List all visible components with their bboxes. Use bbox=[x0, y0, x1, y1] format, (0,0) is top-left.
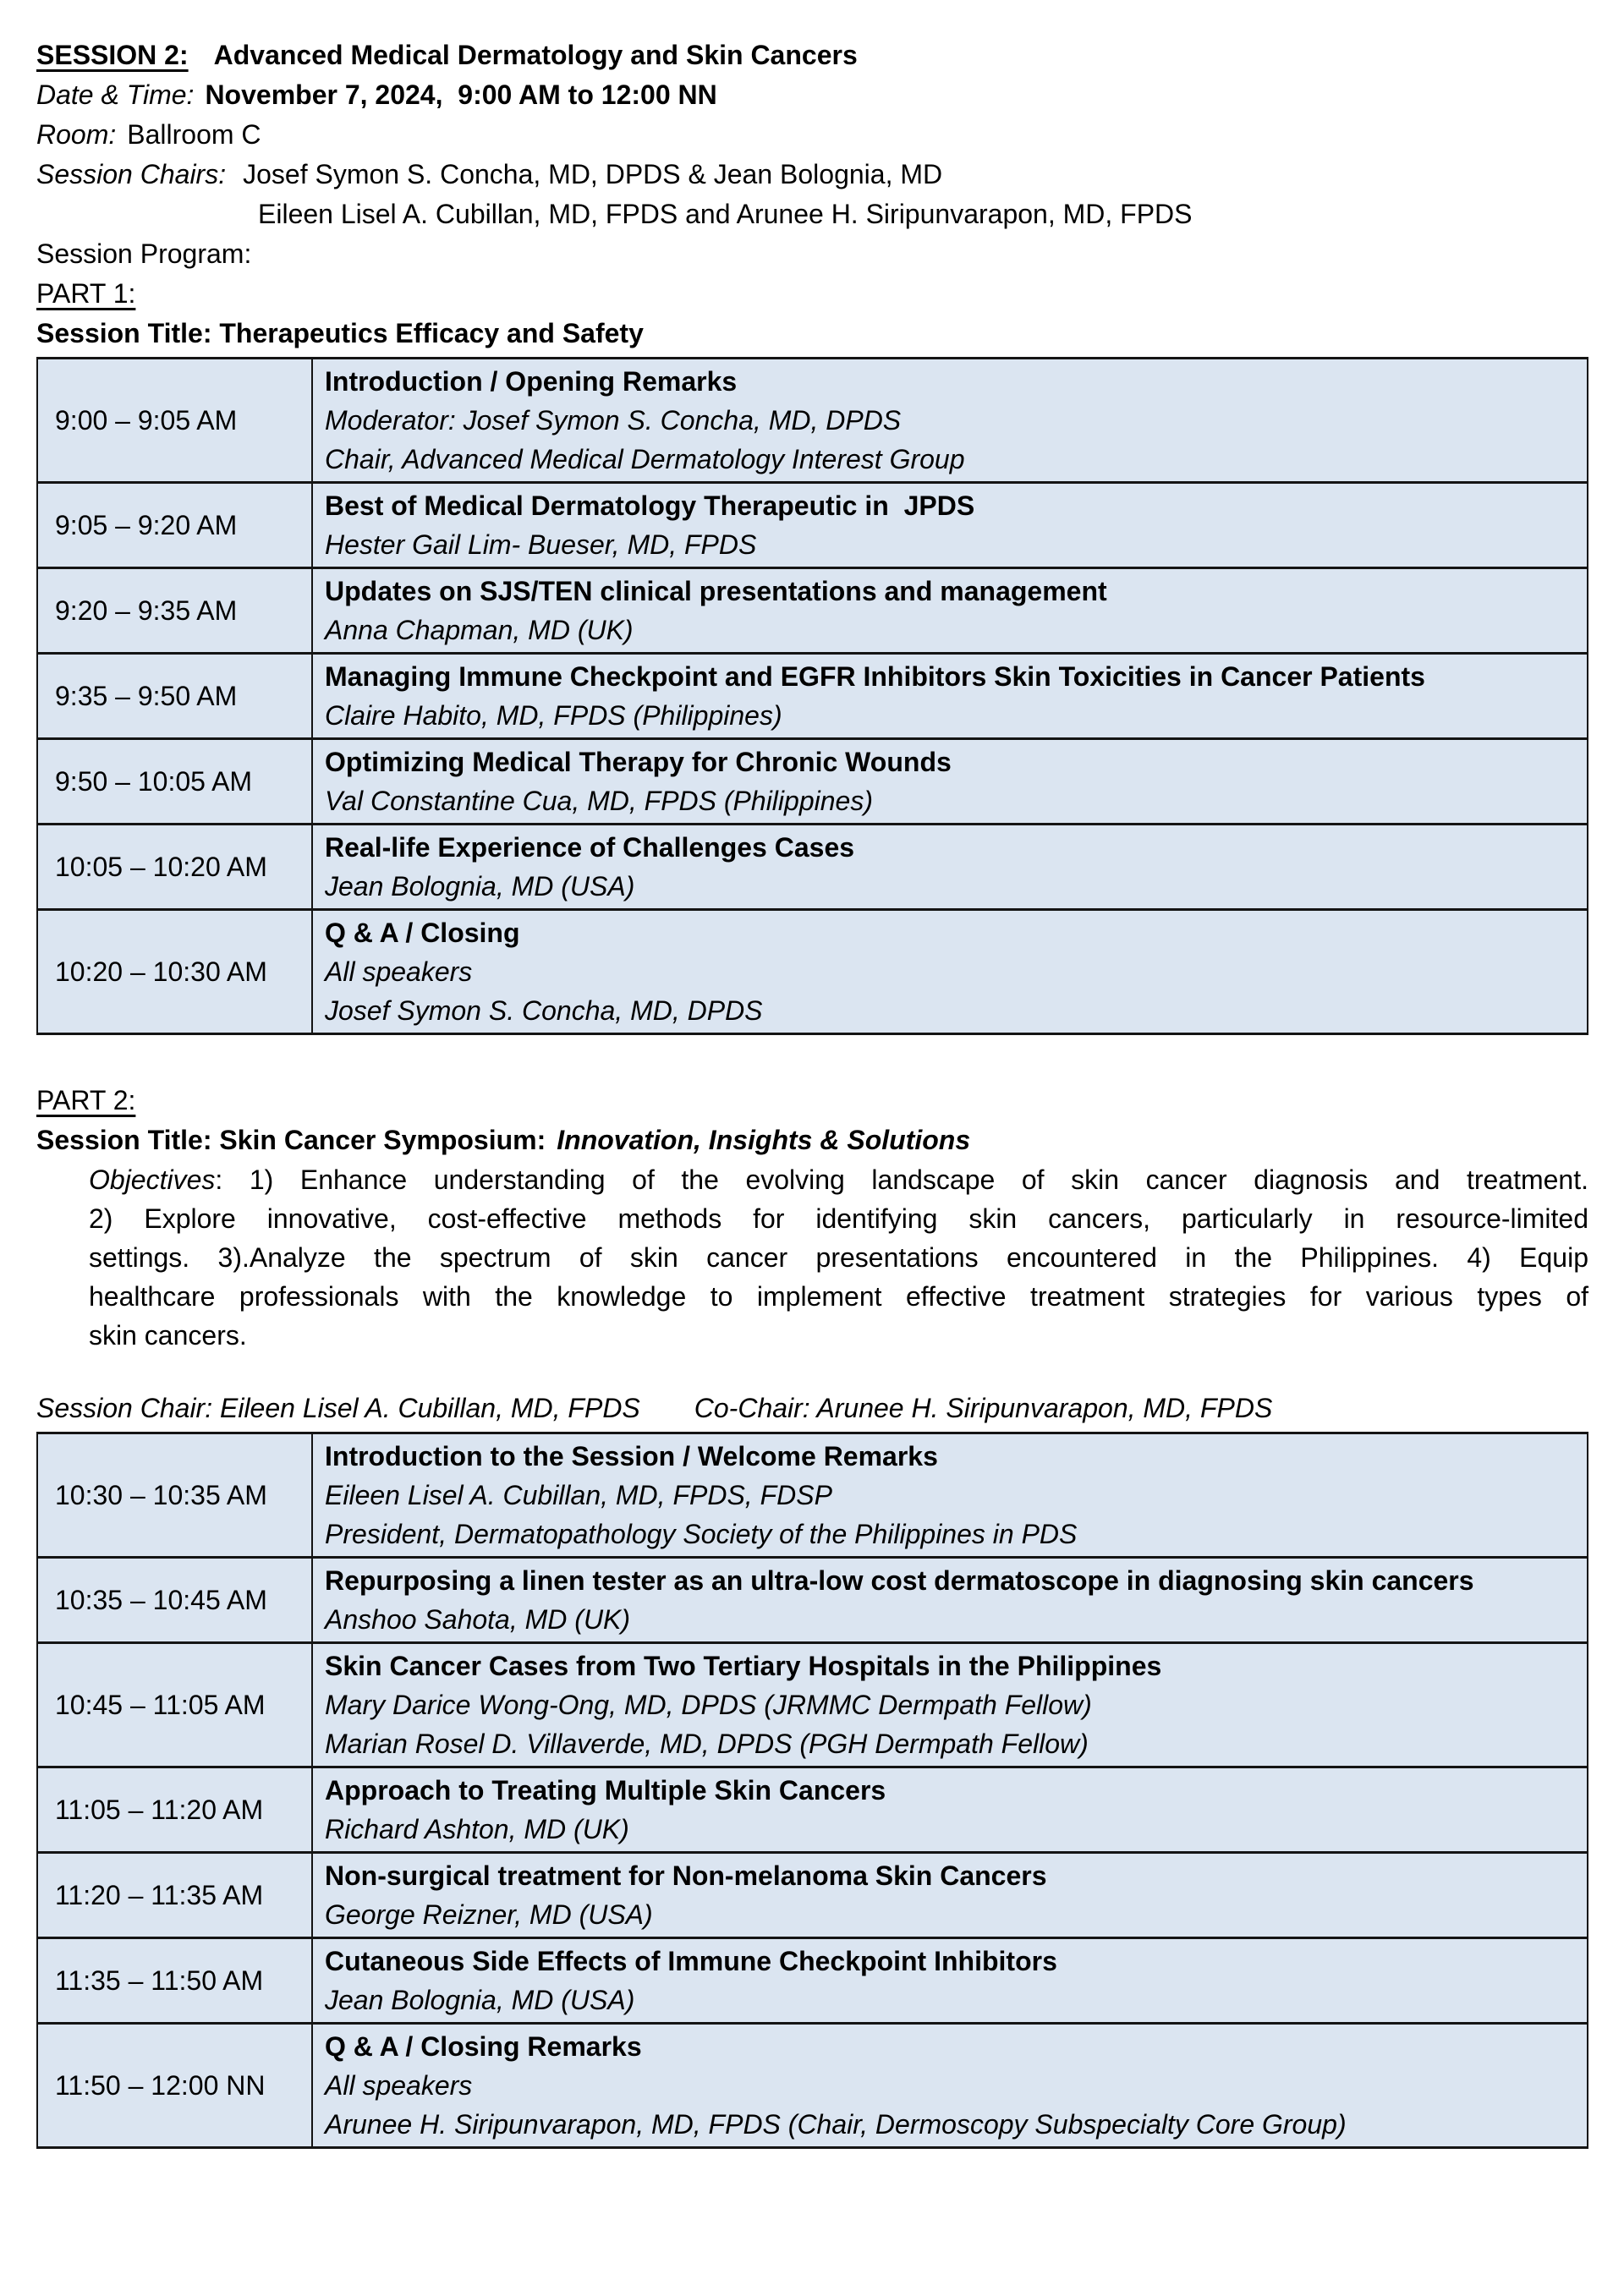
topic-cell bbox=[312, 568, 1588, 654]
topic-cell bbox=[312, 1558, 1588, 1643]
part2-chairs-line bbox=[36, 1389, 1588, 1428]
topic-title: Repurposing a linen tester as an ultra-low cost dermatoscope in diagnosing skin cancers bbox=[325, 1565, 1474, 1596]
topic-title: Managing Immune Checkpoint and EGFR Inhibitors Skin Toxicities in Cancer Patients bbox=[325, 661, 1425, 692]
topic-cell bbox=[312, 1767, 1588, 1853]
time-cell: 10:30 – 10:35 AM bbox=[37, 1433, 312, 1558]
topic-title: Approach to Treating Multiple Skin Cancers bbox=[325, 1775, 886, 1806]
objectives-line: Objectives: 1) Enhance understanding of the evolving landscape of skin cancer diagnosis and treatment. bbox=[89, 1164, 1588, 1195]
time-cell: 9:20 – 9:35 AM bbox=[37, 568, 312, 654]
time-cell: 9:05 – 9:20 AM bbox=[37, 483, 312, 568]
room-label: Room: bbox=[36, 119, 117, 150]
time-cell: 9:00 – 9:05 AM bbox=[37, 359, 312, 483]
schedule-table-part2 bbox=[36, 1432, 1588, 2149]
topic-cell bbox=[312, 1938, 1588, 2024]
speaker-line: Marian Rosel D. Villaverde, MD, DPDS (PGH Dermpath Fellow) bbox=[325, 1729, 1089, 1759]
speaker-line: Hester Gail Lim- Bueser, MD, FPDS bbox=[325, 529, 757, 560]
speaker-line: Jean Bolognia, MD (USA) bbox=[325, 1985, 635, 2015]
table-row bbox=[37, 910, 1588, 1034]
topic-cell bbox=[312, 910, 1588, 1034]
topic-title: Skin Cancer Cases from Two Tertiary Hospitals in the Philippines bbox=[325, 1651, 1162, 1681]
chairs-names-2: Eileen Lisel A. Cubillan, MD, FPDS and Arunee H. Siripunvarapon, MD, FPDS bbox=[258, 199, 1193, 229]
speaker-line: President, Dermatopathology Society of the Philippines in PDS bbox=[325, 1519, 1078, 1549]
table-row bbox=[37, 568, 1588, 654]
topic-cell bbox=[312, 1433, 1588, 1558]
time-cell: 11:20 – 11:35 AM bbox=[37, 1853, 312, 1938]
speaker-line: Eileen Lisel A. Cubillan, MD, FPDS, FDSP bbox=[325, 1480, 832, 1510]
time-cell: 10:05 – 10:20 AM bbox=[37, 825, 312, 910]
part2-session-title: Session Title: Skin Cancer Symposium: Innovation, Insights & Solutions bbox=[36, 1125, 971, 1155]
part2-session-chair: Session Chair: Eileen Lisel A. Cubillan, MD, FPDS bbox=[36, 1393, 640, 1423]
time-cell: 9:35 – 9:50 AM bbox=[37, 654, 312, 739]
topic-cell bbox=[312, 1853, 1588, 1938]
speaker-line: Mary Darice Wong-Ong, MD, DPDS (JRMMC Dermpath Fellow) bbox=[325, 1690, 1092, 1720]
speaker-line: Val Constantine Cua, MD, FPDS (Philippines) bbox=[325, 786, 873, 816]
topic-title: Best of Medical Dermatology Therapeutic in JPDS bbox=[325, 490, 975, 521]
table-row bbox=[37, 739, 1588, 825]
topic-cell bbox=[312, 359, 1588, 483]
topic-cell bbox=[312, 654, 1588, 739]
topic-cell bbox=[312, 1643, 1588, 1767]
topic-title: Q & A / Closing bbox=[325, 918, 520, 948]
part2-co-chair: Co-Chair: Arunee H. Siripunvarapon, MD, FPDS bbox=[694, 1393, 1273, 1423]
session-label: SESSION 2: bbox=[36, 40, 189, 70]
table-row bbox=[37, 825, 1588, 910]
date-label: Date & Time: bbox=[36, 79, 195, 110]
topic-title: Introduction to the Session / Welcome Remarks bbox=[325, 1441, 938, 1471]
table-row bbox=[37, 2024, 1588, 2148]
date-value: November 7, 2024, 9:00 AM to 12:00 NN bbox=[205, 79, 717, 110]
date-time-line bbox=[36, 75, 1588, 115]
room-value: Ballroom C bbox=[127, 119, 261, 150]
topic-cell bbox=[312, 825, 1588, 910]
table-row bbox=[37, 1558, 1588, 1643]
time-cell: 11:50 – 12:00 NN bbox=[37, 2024, 312, 2148]
time-cell: 10:20 – 10:30 AM bbox=[37, 910, 312, 1034]
table-row bbox=[37, 1938, 1588, 2024]
topic-cell bbox=[312, 739, 1588, 825]
topic-cell bbox=[312, 483, 1588, 568]
part1-label: PART 1: bbox=[36, 278, 136, 309]
chairs-label: Session Chairs: bbox=[36, 159, 227, 189]
speaker-line: All speakers bbox=[325, 2070, 473, 2101]
objectives-line: settings. 3).Analyze the spectrum of skin cancer presentations encountered in the Philippines. 4) Equip bbox=[89, 1242, 1588, 1273]
session-chairs-line bbox=[36, 155, 1588, 195]
speaker-line: Chair, Advanced Medical Dermatology Interest Group bbox=[325, 444, 965, 474]
table-row bbox=[37, 1853, 1588, 1938]
speaker-line: Anshoo Sahota, MD (UK) bbox=[325, 1604, 631, 1635]
topic-title: Non-surgical treatment for Non-melanoma Skin Cancers bbox=[325, 1860, 1047, 1891]
room-line bbox=[36, 115, 1588, 155]
time-cell: 11:35 – 11:50 AM bbox=[37, 1938, 312, 2024]
speaker-line: Moderator: Josef Symon S. Concha, MD, DPDS bbox=[325, 405, 902, 436]
speaker-line: Claire Habito, MD, FPDS (Philippines) bbox=[325, 700, 782, 731]
topic-title: Updates on SJS/TEN clinical presentations and management bbox=[325, 576, 1107, 606]
table-row bbox=[37, 483, 1588, 568]
speaker-line: Arunee H. Siripunvarapon, MD, FPDS (Chair, Dermoscopy Subspecialty Core Group) bbox=[325, 2109, 1347, 2140]
table-row bbox=[37, 1767, 1588, 1853]
topic-title: Cutaneous Side Effects of Immune Checkpoint Inhibitors bbox=[325, 1946, 1057, 1976]
topic-title: Q & A / Closing Remarks bbox=[325, 2031, 642, 2062]
topic-title: Introduction / Opening Remarks bbox=[325, 366, 738, 397]
session-title: Advanced Medical Dermatology and Skin Cancers bbox=[213, 40, 858, 70]
part1-session-title: Session Title: Therapeutics Efficacy and Safety bbox=[36, 318, 644, 348]
chairs-names-1: Josef Symon S. Concha, MD, DPDS & Jean Bolognia, MD bbox=[243, 159, 943, 189]
objectives-paragraph bbox=[89, 1160, 1588, 1355]
table-row bbox=[37, 1433, 1588, 1558]
time-cell: 10:45 – 11:05 AM bbox=[37, 1643, 312, 1767]
speaker-line: Jean Bolognia, MD (USA) bbox=[325, 871, 635, 901]
table-row bbox=[37, 1643, 1588, 1767]
objectives-line: 2) Explore innovative, cost-effective methods for identifying skin cancers, particularly in resource-limited bbox=[89, 1203, 1588, 1234]
objectives-line: skin cancers. bbox=[89, 1320, 247, 1351]
time-cell: 9:50 – 10:05 AM bbox=[37, 739, 312, 825]
part2-label: PART 2: bbox=[36, 1085, 136, 1115]
session-heading bbox=[36, 36, 1588, 75]
topic-title: Optimizing Medical Therapy for Chronic Wounds bbox=[325, 747, 952, 777]
time-cell: 10:35 – 10:45 AM bbox=[37, 1558, 312, 1643]
speaker-line: George Reizner, MD (USA) bbox=[325, 1899, 653, 1930]
part2-session-title-italic: Innovation, Insights & Solutions bbox=[557, 1125, 971, 1155]
schedule-table-part1 bbox=[36, 357, 1588, 1035]
time-cell: 11:05 – 11:20 AM bbox=[37, 1767, 312, 1853]
objectives-line: healthcare professionals with the knowledge to implement effective treatment strategies for various types of bbox=[89, 1281, 1588, 1312]
topic-title: Real-life Experience of Challenges Cases bbox=[325, 832, 855, 863]
table-row bbox=[37, 654, 1588, 739]
speaker-line: Anna Chapman, MD (UK) bbox=[325, 615, 634, 645]
speaker-line: Josef Symon S. Concha, MD, DPDS bbox=[325, 995, 763, 1026]
speaker-line: Richard Ashton, MD (UK) bbox=[325, 1814, 629, 1844]
session-chairs-line-2 bbox=[36, 195, 1588, 234]
objectives-label: Objectives bbox=[89, 1164, 216, 1195]
topic-cell bbox=[312, 2024, 1588, 2148]
session-program-label: Session Program: bbox=[36, 238, 252, 269]
speaker-line: All speakers bbox=[325, 956, 473, 987]
table-row bbox=[37, 359, 1588, 483]
